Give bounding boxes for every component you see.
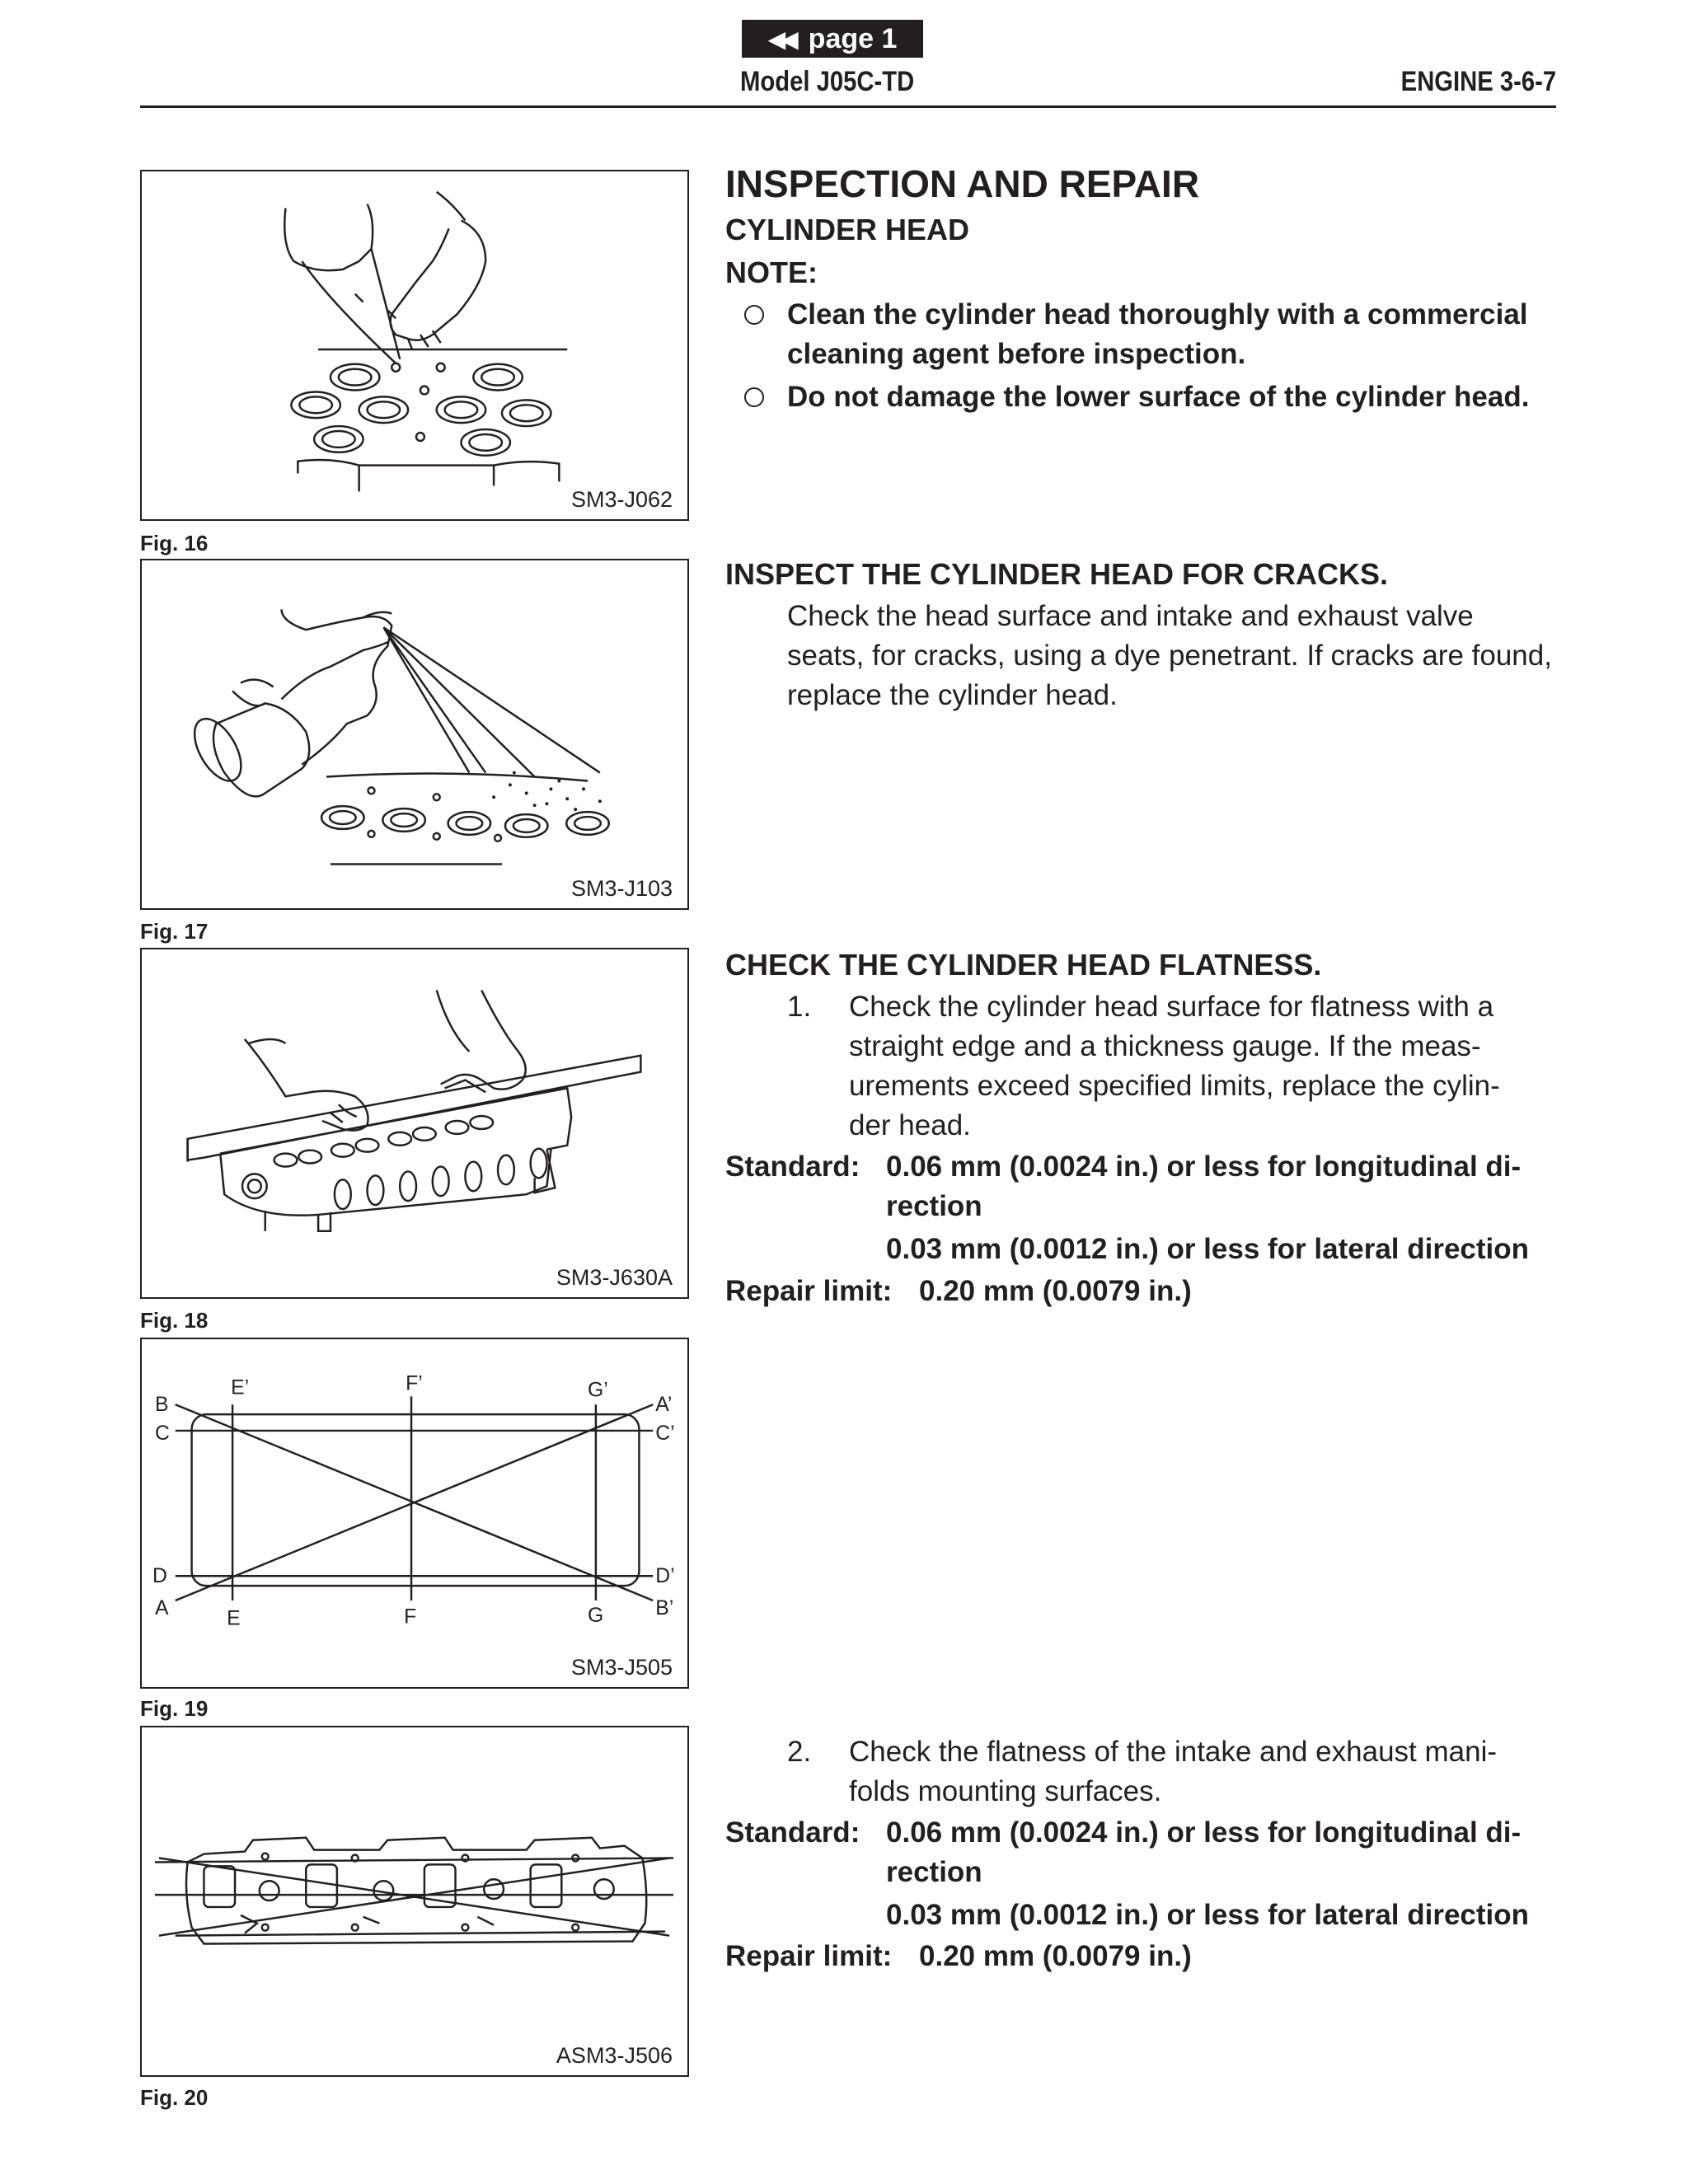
circle-bullet-icon <box>744 387 764 407</box>
repair-limit-label: Repair limit: <box>725 1940 893 1972</box>
standard-line-3: 0.03 mm (0.0012 in.) or less for lateral direction <box>886 1233 1530 1265</box>
figure-label: Fig. 19 <box>140 1696 209 1721</box>
step-2-line-1: Check the flatness of the intake and exhaust mani- <box>849 1736 1498 1768</box>
flatness-measurement-diagram <box>142 1339 687 1687</box>
cracks-line-3: replace the cylinder head. <box>787 679 1118 711</box>
figure-code: SM3-J062 <box>570 487 673 512</box>
step-1-line-3: urements exceed specified limits, replace the cylin- <box>849 1070 1500 1102</box>
step-2-number: 2. <box>787 1736 812 1768</box>
figure-code: SM3-J103 <box>570 876 673 901</box>
point-label-B: B <box>154 1394 169 1417</box>
standard-line-2: rection <box>886 1190 982 1222</box>
figure-18 <box>140 948 689 1299</box>
figure-label: Fig. 20 <box>140 2085 209 2110</box>
standard-line-1: 0.06 mm (0.0024 in.) or less for longitudinal di- <box>886 1816 1522 1849</box>
point-label-F: F <box>404 1605 417 1629</box>
header-divider <box>140 105 1556 108</box>
figure-16 <box>140 170 689 521</box>
figure-code: ASM3-J506 <box>556 2043 673 2068</box>
point-label-A: A <box>154 1596 169 1619</box>
note-2-line-1: Do not damage the lower surface of the cylinder head. <box>787 381 1530 413</box>
point-label-D-prime: D’ <box>655 1565 675 1588</box>
point-label-E-prime: E’ <box>231 1376 250 1399</box>
cracks-line-2: seats, for cracks, using a dye penetrant. If cracks are found, <box>787 640 1552 672</box>
figure-code: SM3-J630A <box>556 1265 673 1290</box>
model-name: Model J05C-TD <box>740 66 915 97</box>
point-label-B-prime: B’ <box>655 1596 674 1619</box>
page-link-label: page 1 <box>808 22 898 54</box>
figure-label: Fig. 17 <box>140 919 209 944</box>
repair-limit-value: 0.20 mm (0.0079 in.) <box>919 1275 1192 1307</box>
step-1-line-1: Check the cylinder head surface for flatness with a <box>849 991 1494 1023</box>
dye-penetrant-spray-illustration <box>142 560 687 908</box>
circle-bullet-icon <box>744 305 764 325</box>
figure-code: SM3-J505 <box>570 1655 673 1680</box>
step-1-number: 1. <box>787 991 812 1023</box>
note-label: NOTE: <box>725 255 818 289</box>
point-label-A-prime: A’ <box>655 1394 673 1417</box>
figure-20 <box>140 1726 689 2077</box>
flatness-heading: CHECK THE CYLINDER HEAD FLATNESS. <box>725 948 1322 982</box>
point-label-F-prime: F’ <box>406 1372 423 1395</box>
standard-line-3: 0.03 mm (0.0012 in.) or less for lateral direction <box>886 1899 1530 1931</box>
point-label-G-prime: G’ <box>588 1379 608 1402</box>
standard-line-1: 0.06 mm (0.0024 in.) or less for longitudinal di- <box>886 1151 1522 1183</box>
cylinder-head-cleaning-illustration <box>142 171 687 519</box>
point-label-C-prime: C’ <box>655 1422 675 1445</box>
note-1-line-2: cleaning agent before inspection. <box>787 338 1246 370</box>
point-label-D: D <box>152 1565 167 1588</box>
repair-limit-label: Repair limit: <box>725 1275 893 1307</box>
subsection-title: CYLINDER HEAD <box>725 213 970 246</box>
point-label-G: G <box>588 1604 604 1627</box>
figure-label: Fig. 16 <box>140 531 209 555</box>
point-label-C: C <box>154 1422 170 1445</box>
manifold-surface-flatness-diagram <box>142 1727 687 2075</box>
step-1-line-2: straight edge and a thickness gauge. If the meas- <box>849 1030 1481 1062</box>
figure-19 <box>140 1338 689 1689</box>
point-label-E: E <box>227 1607 241 1630</box>
step-2-line-2: folds mounting surfaces. <box>849 1775 1162 1807</box>
figure-label: Fig. 18 <box>140 1308 209 1333</box>
double-left-arrow-icon: ◀◀ <box>767 26 794 52</box>
cracks-heading: INSPECT THE CYLINDER HEAD FOR CRACKS. <box>725 557 1389 591</box>
cracks-line-1: Check the head surface and intake and exhaust valve <box>787 600 1474 632</box>
standard-line-2: rection <box>886 1856 982 1888</box>
section-title: INSPECTION AND REPAIR <box>725 162 1200 205</box>
standard-label: Standard: <box>725 1816 860 1849</box>
note-1-line-1: Clean the cylinder head thoroughly with a commercial <box>787 298 1528 330</box>
section-page-number: ENGINE 3-6-7 <box>1400 66 1556 97</box>
standard-label: Standard: <box>725 1151 860 1183</box>
repair-limit-value: 0.20 mm (0.0079 in.) <box>919 1940 1192 1972</box>
page-1-link[interactable] <box>742 20 923 58</box>
figure-17 <box>140 559 689 910</box>
step-1-line-4: der head. <box>849 1109 971 1141</box>
straight-edge-flatness-check-illustration <box>142 949 687 1297</box>
